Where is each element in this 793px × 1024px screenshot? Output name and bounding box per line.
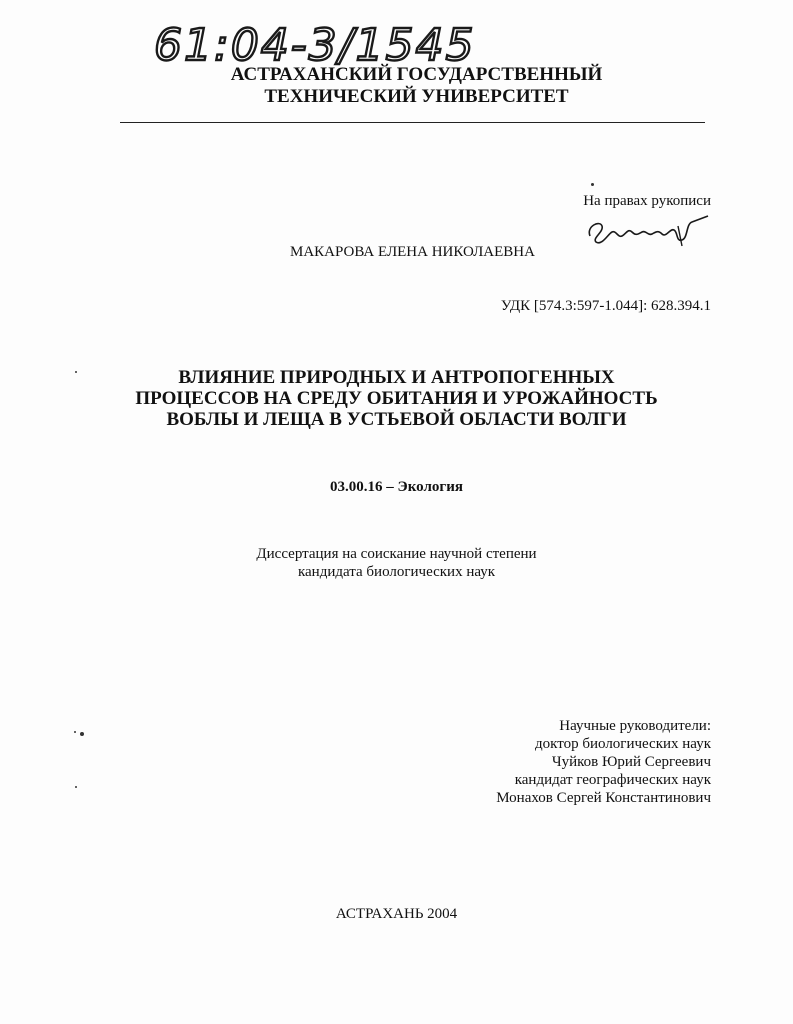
scan-speck	[80, 732, 84, 736]
advisors-heading: Научные руководители:	[559, 718, 711, 734]
advisor-2-name: Монахов Сергей Константинович	[496, 790, 711, 806]
scan-speck	[74, 731, 76, 733]
scan-speck	[75, 371, 77, 373]
specialty-code: 03.00.16 – Экология	[330, 479, 463, 495]
title-line-2: ПРОЦЕССОВ НА СРЕДУ ОБИТАНИЯ И УРОЖАЙНОСТЬ	[135, 388, 658, 409]
advisor-1-name: Чуйков Юрий Сергеевич	[551, 754, 711, 770]
scan-speck	[75, 786, 77, 788]
title-line-3: ВОБЛЫ И ЛЕЩА В УСТЬЕВОЙ ОБЛАСТИ ВОЛГИ	[166, 409, 627, 430]
university-line-2: ТЕХНИЧЕСКИЙ УНИВЕРСИТЕТ	[264, 86, 569, 107]
title-line-1: ВЛИЯНИЕ ПРИРОДНЫХ И АНТРОПОГЕННЫХ	[178, 367, 615, 388]
udk-code: УДК [574.3:597-1.044]: 628.394.1	[500, 298, 711, 314]
university-name	[120, 64, 713, 108]
degree-line-2: кандидата биологических наук	[297, 564, 496, 580]
header-divider	[120, 122, 705, 123]
advisor-2-degree: кандидат географических наук	[514, 772, 711, 788]
dissertation-degree	[100, 545, 693, 581]
manuscript-rights-label: На правах рукописи	[583, 193, 711, 209]
scientific-advisors	[400, 717, 711, 807]
advisor-1-degree: доктор биологических наук	[535, 736, 711, 752]
degree-line-1: Диссертация на соискание научной степени	[256, 546, 537, 562]
dissertation-title	[100, 367, 693, 430]
scan-speck	[591, 183, 594, 186]
author-name: МАКАРОВА ЕЛЕНА НИКОЛАЕВНА	[290, 244, 535, 260]
author-signature	[582, 212, 712, 248]
archive-number-text: 61:04-3/1545	[154, 20, 476, 71]
city-year: АСТРАХАНЬ 2004	[335, 906, 458, 922]
university-line-1: АСТРАХАНСКИЙ ГОСУДАРСТВЕННЫЙ	[230, 64, 603, 85]
